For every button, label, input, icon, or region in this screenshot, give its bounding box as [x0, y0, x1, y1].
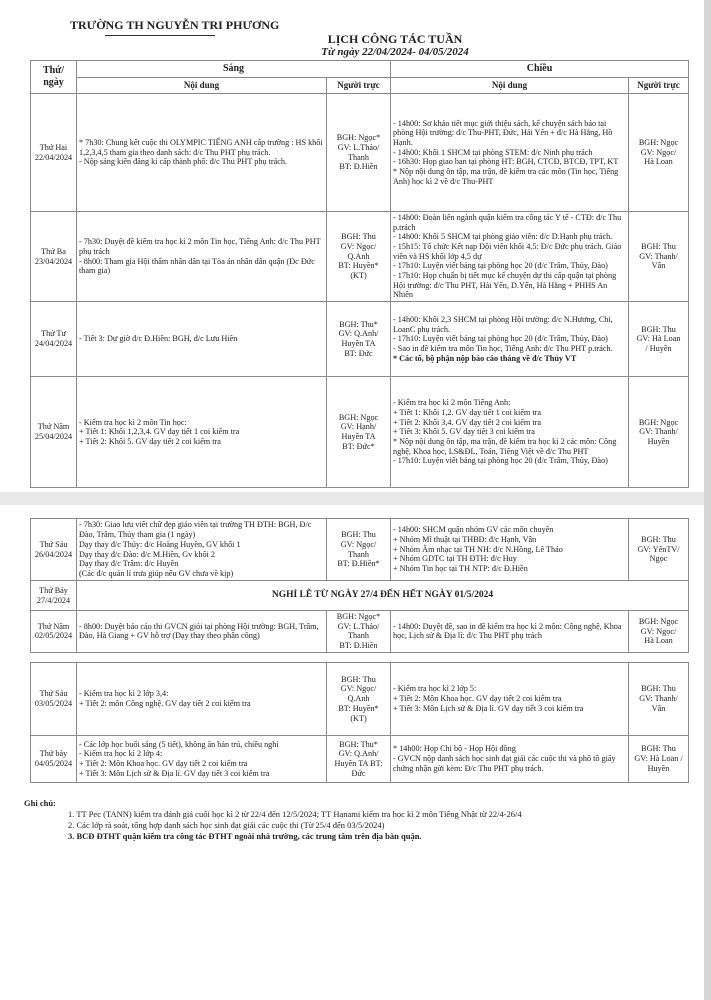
- afternoon-duty-line: GV: Hà Loan /: [634, 754, 683, 764]
- day-cell-line: 27/4/2024: [36, 595, 71, 605]
- afternoon-content-line: - 17h10: Luyện viết bảng tại phòng học 20 (đ/c Trâm, Thủy, Đào): [393, 334, 608, 344]
- day-cell: [31, 302, 77, 377]
- afternoon-content-line: + Tiết 3: Môn Lịch sử & Địa lí. GV dạy tiết 3 coi kiểm tra: [393, 703, 584, 713]
- morning-content-line: + Tiết 3: Môn Lịch sử & Địa lí. GV dạy tiết 3 coi kiểm tra: [79, 768, 270, 778]
- schedule-table-week1: [30, 60, 689, 488]
- afternoon-duty-line: Hà Loan: [644, 636, 673, 646]
- morning-duty-line: GV: Ngọc/: [340, 539, 377, 549]
- table-row: [31, 377, 689, 488]
- afternoon-duty-line: BGH: Thu: [641, 324, 676, 334]
- afternoon-duty-line: GV: Thanh/: [639, 694, 678, 704]
- day-cell-line: Thứ Năm: [37, 422, 70, 432]
- afternoon-content-line: * Nộp nội dung ôn tập, ma trận, đề kiểm tra học kì 2 các môn: Công nghệ, Khoa học, LS&ĐL, Toán, Tiếng Việt về đ/c Thu PHT: [393, 436, 617, 456]
- morning-duty-line: BGH: Ngọc: [338, 412, 379, 422]
- morning-duty: [327, 519, 391, 581]
- morning-duty: [327, 663, 391, 736]
- school-name: TRƯỜNG TH NGUYỄN TRI PHƯƠNG: [70, 18, 280, 32]
- afternoon-duty: [629, 302, 689, 377]
- morning-duty-line: Huyền TA: [341, 339, 376, 349]
- day-cell: [31, 581, 77, 611]
- afternoon-content-line: - 14h00: SHCM quận nhóm GV các môn chuyên: [393, 525, 554, 535]
- afternoon-duty: [629, 94, 689, 212]
- morning-content-line: - 7h30: Giao lưu viết chữ đẹp giáo viên tại trường TH ĐTH: BGH, Đ/c Đào, Trâm, Thủy tham gia (1 ngày): [79, 520, 312, 540]
- afternoon-highlight: * Các tổ, bộ phận nộp báo cáo tháng về đ/c Thủy VT: [393, 353, 577, 363]
- morning-duty: [327, 94, 391, 212]
- afternoon-content-line: + Tiết 2: Khối 3,4. GV dạy tiết 2 coi kiểm tra: [393, 417, 541, 427]
- day-cell-line: Thứ Hai: [39, 142, 68, 152]
- day-cell-line: Thứ Ba: [41, 246, 66, 256]
- afternoon-content-line: + Nhóm Âm nhạc tại TH NH: đ/c N.Hồng, Lê Thảo: [393, 544, 563, 554]
- header-afternoon-duty: Người trực: [629, 78, 689, 94]
- morning-content-line: * 7h30: Chung kết cuộc thi OLYMPIC TIẾNG ANH cấp trường : HS khối 1,2,3,4,5 tham gia theo danh sách: đ/c Thu PHT phụ trách.: [79, 137, 323, 157]
- morning-duty-line: Q.Anh: [347, 251, 370, 261]
- afternoon-content-line: - 16h30: Họp giao ban tại phòng HT: BGH, CTCĐ, BTCĐ, TPT, KT: [393, 157, 619, 167]
- afternoon-duty-line: Ngọc: [649, 554, 668, 564]
- afternoon-duty-line: GV: Thanh/: [639, 251, 678, 261]
- afternoon-duty-line: Huyền: [647, 763, 670, 773]
- day-cell-line: 23/04/2024: [34, 256, 73, 266]
- afternoon-duty-line: Hà Loan: [644, 157, 673, 167]
- afternoon-content-line: - 17h10: Luyện viết bảng tại phòng học 20 (đ/c Trâm, Thủy, Đào): [393, 456, 608, 466]
- day-cell: [31, 611, 77, 653]
- day-cell: [31, 663, 77, 736]
- morning-duty-line: BT: Đức*: [342, 441, 375, 451]
- afternoon-duty-line: BGH: Ngọc: [638, 616, 679, 626]
- day-cell-line: 02/05/2024: [34, 631, 73, 641]
- afternoon-content-line: - 14h00: Duyệt đề, sao in đề kiểm tra học kì 2 môn: Công nghệ, Khoa học, Lịch sử & Địa lí: đ/c Thu PHT phụ trách: [393, 621, 622, 641]
- morning-duty-line: GV: L.Thảo/: [337, 621, 380, 631]
- afternoon-content-line: * 14h00: Họp Chi bộ - Họp Hội đồng: [393, 744, 516, 754]
- morning-duty-line: GV: Q.Anh/: [338, 749, 379, 759]
- schedule-table-week2-end: [30, 662, 689, 783]
- afternoon-content-line: + Tiết 3: Khối 5. GV dạy tiết 3 coi kiểm tra: [393, 427, 535, 437]
- note-item: 2. Các lớp rà soát, tổng hợp danh sách học sinh đạt giải các cuộc thi (Từ 25/4 đến 03/5/2024): [68, 820, 385, 831]
- morning-duty: [327, 736, 391, 783]
- afternoon-content-line: - 17h10: Luyện viết bảng tại phòng học 20 (đ/c Trâm, Thủy, Đào): [393, 261, 608, 271]
- afternoon-content-line: + Tiết 2: Môn Khoa học. GV dạy tiết 2 coi kiểm tra: [393, 694, 562, 704]
- table-row: [31, 581, 689, 611]
- morning-content-line: Dạy thay đ/c Đào: đ/c M.Hiền, Gv khối 2: [79, 549, 215, 559]
- afternoon-content: [391, 302, 629, 377]
- table-row: [31, 212, 689, 302]
- afternoon-duty-line: GV: Thanh/: [639, 427, 678, 437]
- afternoon-duty-line: BGH: Thu: [641, 684, 676, 694]
- schedule-table-week2: [30, 518, 689, 653]
- morning-content-line: - Tiết 3: Dự giờ đ/c Đ.Hiền: BGH, đ/c Lưu Hiền: [79, 334, 238, 344]
- day-cell: [31, 736, 77, 783]
- day-cell-line: 03/05/2024: [34, 699, 73, 708]
- morning-content-line: + Tiết 2: môn Công nghệ. GV dạy tiết 2 coi kiểm tra: [79, 699, 251, 708]
- morning-content-line: - Kiểm tra học kì 2 lớp 4:: [79, 749, 163, 759]
- table-row: [31, 663, 689, 736]
- afternoon-content: [391, 212, 629, 302]
- morning-content-line: - Kiểm tra học kì 2 môn Tin học:: [79, 417, 187, 427]
- day-cell-line: 26/04/2024: [34, 549, 73, 559]
- morning-content-line: + Tiết 2: Khối 5. GV dạy tiết 2 coi kiểm tra: [79, 436, 221, 446]
- afternoon-duty-line: GV: YếnTV/: [637, 544, 680, 554]
- afternoon-duty-line: BGH: Ngọc: [638, 417, 679, 427]
- table-row: [31, 611, 689, 653]
- afternoon-content-line: - 14h00: Khối 2,3 SHCM tại phòng Hội trường: đ/c N.Hương, Chi, LoanC phụ trách.: [393, 314, 613, 334]
- table-row: [31, 94, 689, 212]
- day-cell: [31, 377, 77, 488]
- morning-duty-line: BGH: Thu: [341, 232, 376, 242]
- note-item: 3. BCĐ ĐTHT quận kiểm tra công tác ĐTHT ngoài nhà trường, các trung tâm trên địa bàn quận.: [68, 831, 422, 842]
- afternoon-duty-line: BGH: Thu: [641, 744, 676, 754]
- morning-duty-line: BGH: Thu*: [339, 739, 378, 749]
- header-afternoon: Chiều: [391, 61, 689, 78]
- afternoon-duty-line: GV: Ngọc/: [640, 147, 677, 157]
- day-cell-line: 25/04/2024: [34, 432, 73, 442]
- afternoon-duty: [629, 212, 689, 302]
- morning-content: [77, 611, 327, 653]
- afternoon-duty: [629, 663, 689, 736]
- morning-content-line: - Nộp sáng kiến đăng kí cấp thành phố: đ/c Thu PHT phụ trách.: [79, 157, 287, 167]
- morning-content: [77, 736, 327, 783]
- morning-duty-line: (KT): [350, 713, 367, 723]
- morning-duty-line: BT: Huyền*: [338, 261, 379, 271]
- morning-duty: [327, 377, 391, 488]
- afternoon-content: [391, 611, 629, 653]
- morning-content-line: - 8h00: Duyệt báo cáo thi GVCN giỏi tại phòng Hội trường: BGH, Trâm, Đào, Hà Giang + GV hỗ trợ (Dạy thay theo phân công): [79, 621, 319, 641]
- morning-duty-line: GV: Ngọc/: [340, 242, 377, 252]
- table-row: [31, 302, 689, 377]
- day-cell-line: Thứ Năm: [37, 621, 70, 631]
- morning-duty-line: GV: Q.Anh/: [338, 329, 379, 339]
- morning-content: [77, 519, 327, 581]
- day-cell: [31, 519, 77, 581]
- afternoon-duty-line: Vân: [651, 703, 666, 713]
- morning-content: [77, 94, 327, 212]
- morning-content-line: Dạy thay đ/c Thủy: đ/c Hoàng Huyền, GV khối 1: [79, 539, 241, 549]
- header-morning-content: Nội dung: [77, 78, 327, 94]
- afternoon-duty-line: GV: Hà Loan: [636, 334, 681, 344]
- afternoon-duty: [629, 736, 689, 783]
- afternoon-content-line: - 14h00: Khối 1 SHCM tại phòng STEM: đ/c Ninh phụ trách: [393, 147, 593, 157]
- morning-content: [77, 377, 327, 488]
- table-row: [31, 519, 689, 581]
- afternoon-content-line: - 15h15: Tổ chức Kết nạp Đội viên khối 4,5: Đ/c Đức phụ trách. Giáo viên và HS khối lớp 4,5 dự: [393, 242, 622, 261]
- morning-duty-line: BGH: Thu: [341, 530, 376, 540]
- afternoon-duty: [629, 377, 689, 488]
- afternoon-content-line: + Nhóm GDTC tại TH ĐTH: đ/c Huy: [393, 554, 517, 564]
- morning-content-line: (Các đ/c quản lí trưa giúp nếu GV chưa về kịp): [79, 568, 234, 578]
- morning-duty-line: Thanh: [348, 549, 369, 559]
- morning-duty-line: BGH: Ngọc*: [336, 612, 381, 621]
- day-cell-line: 22/04/2024: [34, 152, 73, 162]
- afternoon-duty-line: BGH: Thu: [641, 534, 676, 544]
- afternoon-content-line: + Tiết 1: Khối 1,2. GV dạy tiết 1 coi kiểm tra: [393, 407, 541, 417]
- morning-duty-line: Thanh: [348, 631, 369, 641]
- afternoon-content-line: - Sao in đề kiểm tra môn Tin học, Tiếng Anh: đ/c Thu PHT p.trách.: [393, 343, 613, 353]
- morning-duty-line: BGH: Thu: [341, 674, 376, 684]
- afternoon-content-line: + Nhóm Tin học tại TH NTP: đ/c Đ.Hiền: [393, 564, 528, 573]
- morning-content-line: + Tiết 1: Khối 1,2,3,4. GV dạy tiết 1 coi kiểm tra: [79, 427, 240, 437]
- notes-label: Ghi chú:: [24, 798, 56, 808]
- morning-content-line: + Tiết 2: Môn Khoa học. GV dạy tiết 2 coi kiểm tra: [79, 759, 248, 768]
- day-cell: [31, 94, 77, 212]
- morning-duty-line: Huyền TA BT:: [334, 759, 383, 768]
- afternoon-content: [391, 94, 629, 212]
- morning-content-line: Dạy thay đ/c Trâm: đ/c Huyền: [79, 559, 179, 569]
- afternoon-content-line: - 14h00: Khối 5 SHCM tại phòng giáo viên: đ/c D.Hạnh phụ trách.: [393, 232, 613, 242]
- morning-duty-line: Thanh: [348, 152, 369, 162]
- morning-duty-line: Huyền TA: [341, 432, 376, 442]
- morning-duty-line: GV: L.Thảo/: [337, 142, 380, 152]
- header-morning-duty: Người trực: [327, 78, 391, 94]
- afternoon-content-line: - 17h10: Họp chuẩn bị tiết mục kể chuyện dự thi cấp quận tại phòng Hội trường: đ/c Thu PHT, Hải Yến, D.Yến, Hà Hằng + PHHS An Nhiên: [393, 271, 617, 300]
- morning-duty-line: BT: Đ.Hiền: [339, 162, 378, 172]
- morning-content: [77, 663, 327, 736]
- morning-duty: [327, 212, 391, 302]
- morning-content-line: - 8h00: Tham gia Hội thẩm nhân dân tại Tòa án nhân dân quận (Đc Đức tham gia): [79, 256, 315, 276]
- afternoon-duty-line: GV: Ngọc/: [640, 626, 677, 636]
- note-item: 1. TT Pec (TANN) kiểm tra đánh giá cuối học kì 2 từ 22/4 đến 12/5/2024; TT Hanami kiểm tra học kì 2 môn Tiếng Nhật từ 22/4-26/4: [68, 809, 522, 820]
- morning-duty-line: GV: Hạnh/: [340, 422, 377, 432]
- scrollbar[interactable]: [704, 0, 711, 1000]
- afternoon-duty: [629, 519, 689, 581]
- afternoon-duty: [629, 611, 689, 653]
- morning-duty-line: Q.Anh: [347, 694, 370, 704]
- afternoon-duty-line: BGH: Thu: [641, 242, 676, 252]
- notes-section: [24, 798, 522, 842]
- morning-content-line: - Kiểm tra học kì 2 lớp 3,4:: [79, 689, 169, 699]
- document-subtitle: Từ ngày 22/04/2024- 04/05/2024: [321, 46, 469, 58]
- afternoon-content-line: - 14h00: Sơ khảo tiết mục giới thiệu sách, kể chuyện sách báo tại phòng Hội trường: đ/c Thu-PHT, Đức, Hải Yến + đ/c Hà Hằng, Hồ Hạnh.: [393, 118, 613, 147]
- morning-duty-line: BT: Huyền*: [338, 703, 379, 713]
- morning-duty-line: BGH: Thu*: [339, 319, 378, 329]
- day-cell-line: Thứ Sáu: [39, 539, 68, 549]
- morning-duty-line: BGH: Ngọc*: [336, 133, 381, 143]
- morning-duty: [327, 302, 391, 377]
- morning-content-line: - 7h30: Duyệt đề kiểm tra học kì 2 môn Tin học, Tiếng Anh: đ/c Thu PHT phụ trách: [79, 237, 321, 256]
- afternoon-content: [391, 663, 629, 736]
- morning-duty-line: Đức: [351, 768, 366, 778]
- afternoon-content: [391, 519, 629, 581]
- afternoon-content-line: - Kiểm tra học kì 2 môn Tiếng Anh:: [393, 398, 511, 408]
- afternoon-content-line: * Nộp nội dung ôn tập, ma trận, đề kiểm tra các môn (Tin học, Tiếng Anh) học kì 2 về đ/c Thu-PHT: [393, 167, 619, 186]
- afternoon-content-line: - GVCN nộp danh sách học sinh đạt giải các cuộc thi và phô tô giấy chứng nhận gửi kèm: Đ/c Thu PHT phụ trách.: [393, 754, 616, 773]
- afternoon-duty-line: / Huyền: [645, 343, 672, 353]
- afternoon-content-line: + Nhóm Mĩ thuật tại THBĐ: đ/c Hạnh, Vân: [393, 534, 537, 544]
- afternoon-content-line: - 14h00: Đoàn liên ngành quận kiểm tra công tác Y tế - CTĐ: đ/c Thu p.trách: [393, 213, 622, 232]
- morning-content: [77, 302, 327, 377]
- morning-duty: [327, 611, 391, 653]
- morning-content-line: - Các lớp học buổi sáng (5 tiết), không ăn bán trú, chiều nghỉ: [79, 739, 279, 749]
- header-afternoon-content: Nội dung: [391, 78, 629, 94]
- morning-duty-line: BT: Đ.Hiền*: [337, 559, 380, 569]
- morning-duty-line: BT: Đ.Hiền: [339, 641, 378, 651]
- afternoon-content-line: - Kiểm tra học kì 2 lớp 5:: [393, 684, 477, 694]
- afternoon-duty-line: Vân: [651, 261, 666, 271]
- day-cell-line: Thứ bảy: [39, 749, 68, 759]
- morning-duty-line: BT: Đức: [344, 348, 373, 358]
- morning-duty-line: GV: Ngọc/: [340, 684, 377, 694]
- school-underline: [105, 35, 215, 36]
- holiday-notice: NGHỈ LỄ TỪ NGÀY 27/4 ĐẾN HẾT NGÀY 01/5/2024: [77, 581, 689, 611]
- day-cell-line: 24/04/2024: [34, 339, 73, 349]
- afternoon-content: [391, 736, 629, 783]
- document-title: LỊCH CÔNG TÁC TUẦN: [327, 32, 463, 46]
- header-morning: Sáng: [77, 61, 391, 78]
- afternoon-duty-line: Huyền: [647, 436, 670, 446]
- afternoon-duty-line: BGH: Ngọc: [638, 137, 679, 147]
- day-cell-line: Thứ Tư: [41, 329, 66, 339]
- afternoon-content: [391, 377, 629, 488]
- day-cell: [31, 212, 77, 302]
- morning-duty-line: (KT): [350, 271, 367, 281]
- day-cell-line: Thứ Sáu: [39, 689, 68, 699]
- table-row: [31, 736, 689, 783]
- day-cell-line: Thứ Bảy: [39, 585, 68, 595]
- header-day: Thứ/ ngày: [31, 61, 77, 94]
- morning-content: [77, 212, 327, 302]
- day-cell-line: 04/05/2024: [34, 759, 73, 768]
